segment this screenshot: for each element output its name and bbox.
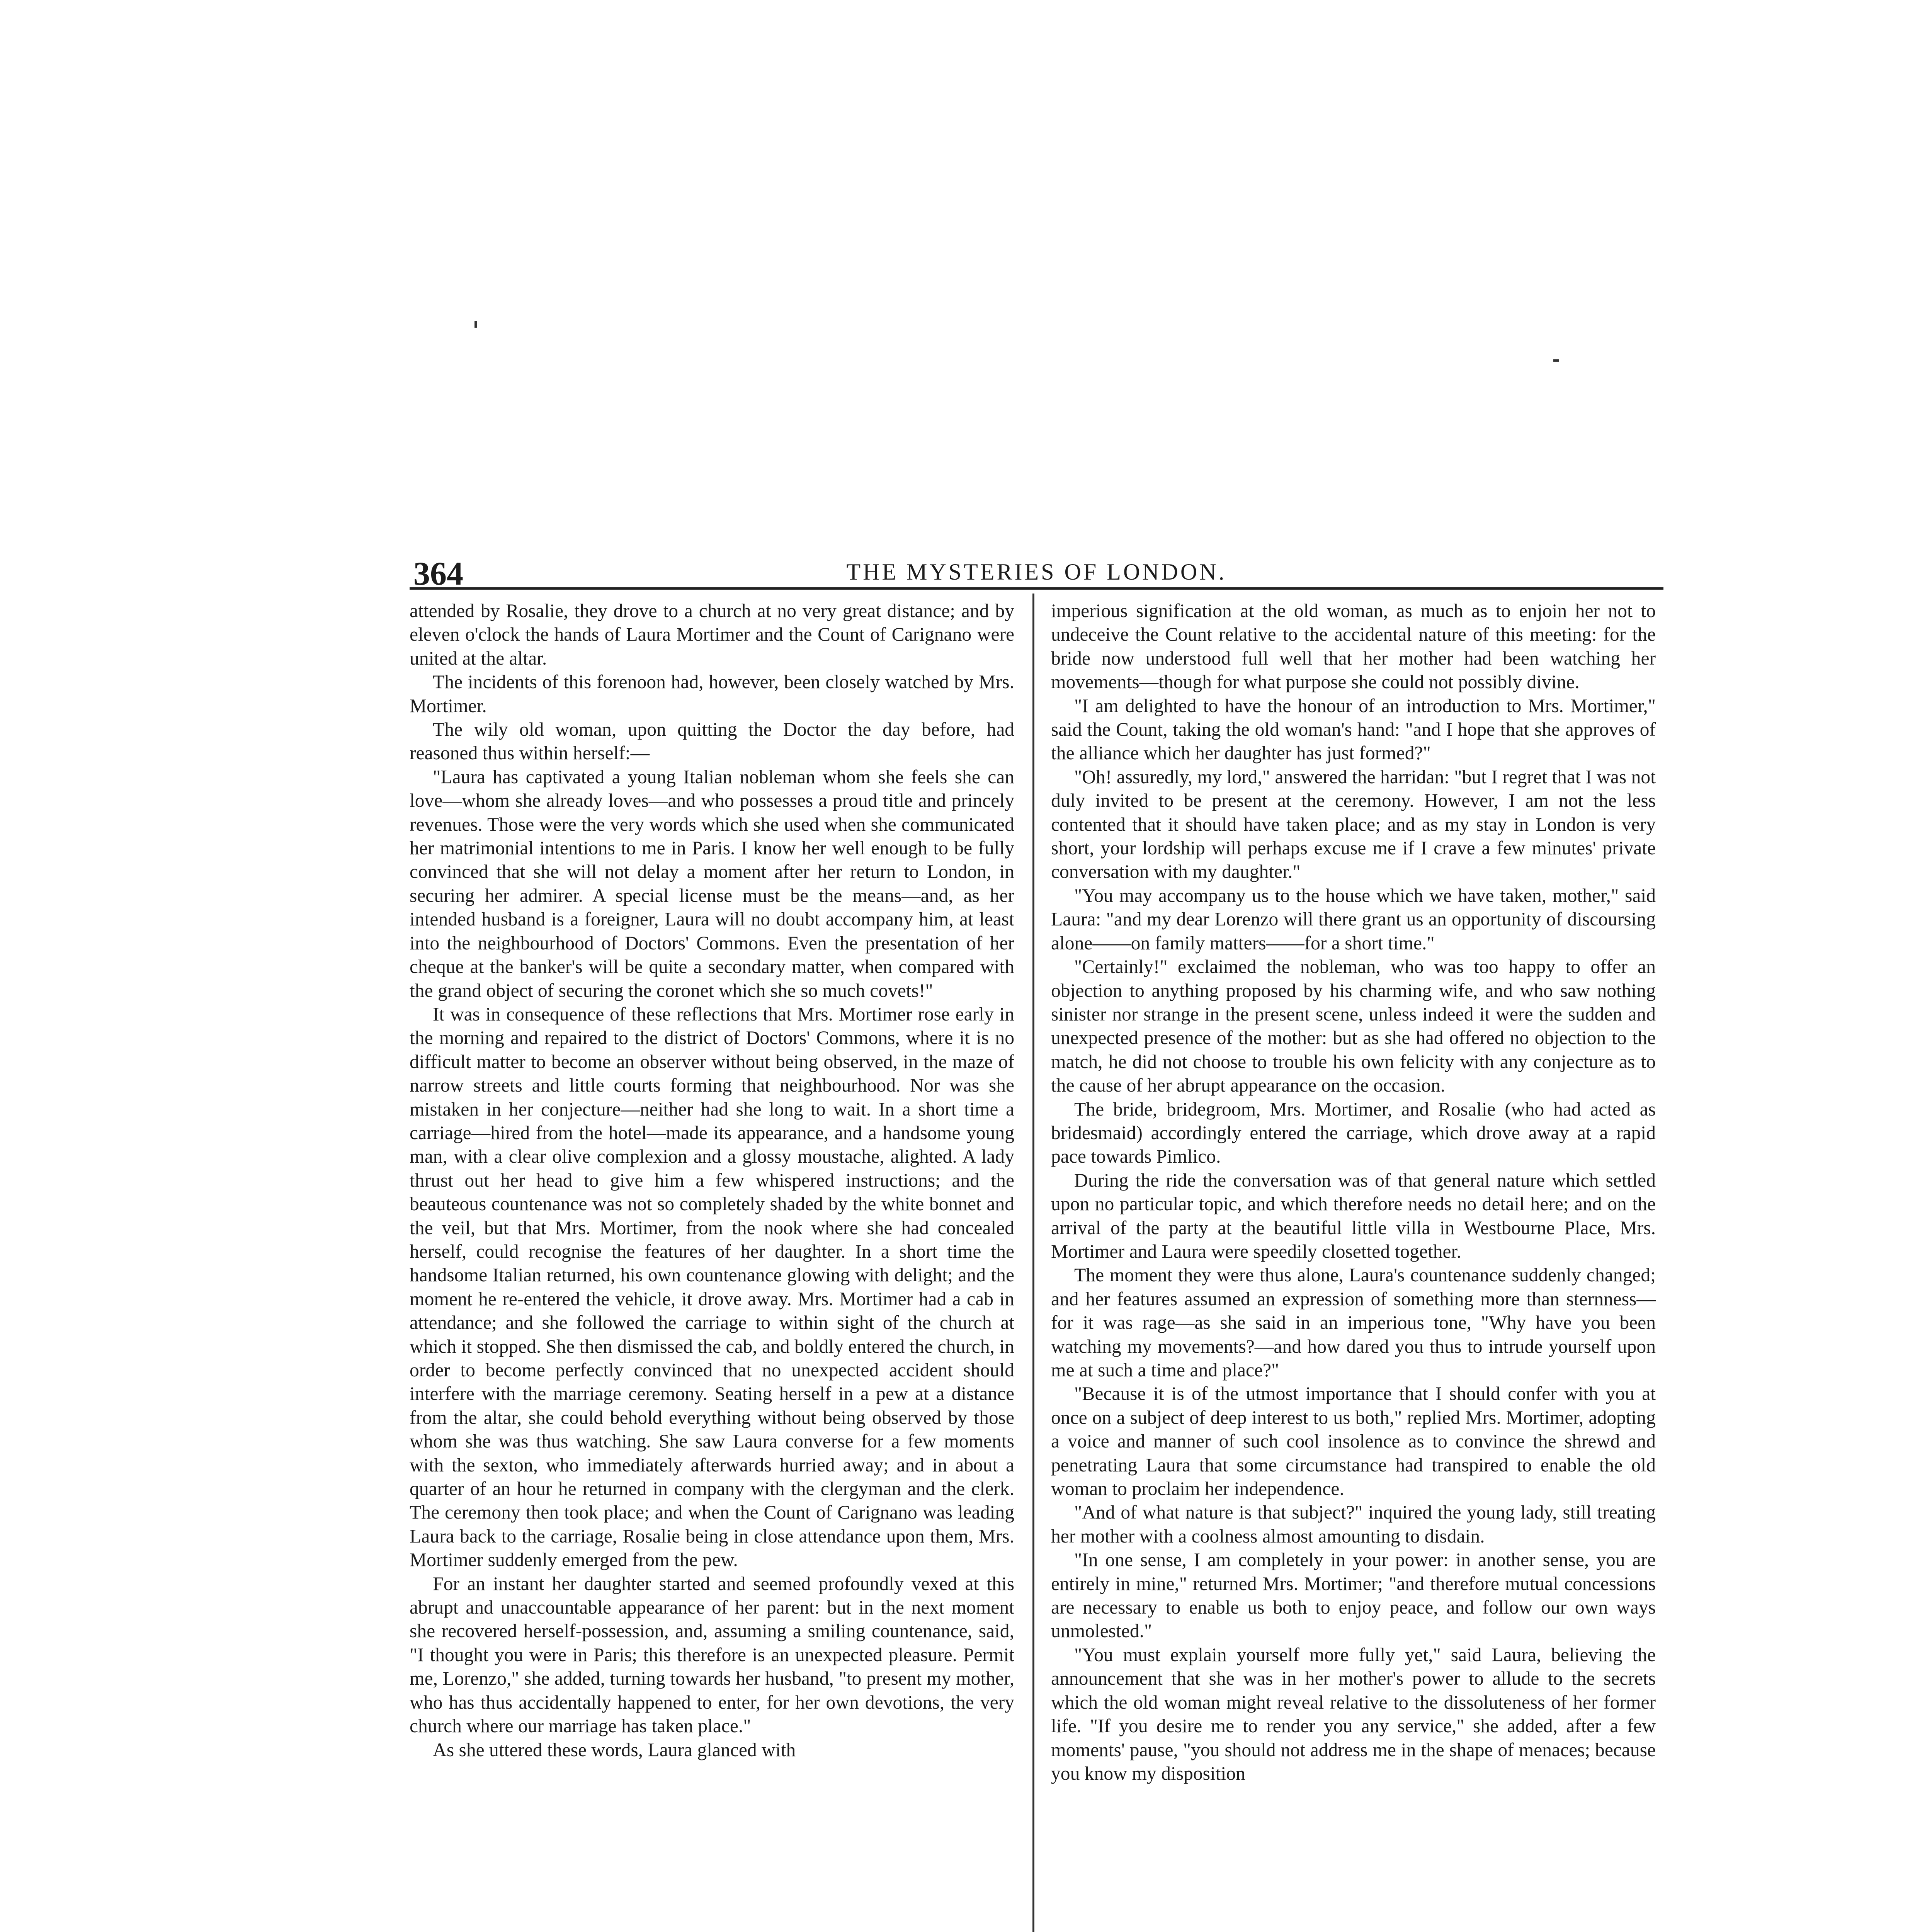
running-title: THE MYSTERIES OF LONDON. bbox=[846, 559, 1227, 585]
paragraph: "You may accompany us to the house which we have taken, mother," said Laura: "and my dear Lorenzo will there grant us an opportunity of discoursing alone——on family matters——for a short time." bbox=[1051, 884, 1656, 954]
paragraph: It was in consequence of these reflections that Mrs. Mortimer rose early in the morning and repaired to the district of Doctors' Commons, where it is no difficult matter to become an observer without being observed, in the maze of narrow streets and little courts forming that neighbourhood. Nor was she mistaken in her conjecture—neither had she long to wait. In a short time a carriage—hired from the hotel—made its appearance, and a handsome young man, with a clear olive complexion and a glossy moustache, alighted. A lady thrust out her head to give him a few whispered instructions; and the beauteous countenance was not so completely shaded by the white bonnet and the veil, but that Mrs. Mortimer, from the nook where she had concealed herself, could recognise the features of her daughter. In a short time the handsome Italian returned, his own countenance glowing with delight; and the moment he re-entered the vehicle, it drove away. Mrs. Mortimer had a cab in attendance; and she followed the carriage to within sight of the church at which it stopped. She then dismissed the cab, and boldly entered the church, in order to become perfectly convinced that no unexpected accident should interfere with the marriage ceremony. Seating herself in a pew at a distance from the altar, she could behold everything without being observed by those whom she was thus watching. She saw Laura converse for a few moments with the sexton, who immediately afterwards hurried away; and in about a quarter of an hour he returned in company with the clergyman and the clerk. The ceremony then took place; and when the Count of Carignano was leading Laura back to the carriage, Rosalie being in close attendance upon them, Mrs. Mortimer suddenly emerged from the pew. bbox=[410, 1003, 1014, 1571]
paragraph: The wily old woman, upon quitting the Doctor the day before, had reasoned thus within herself:— bbox=[410, 719, 1014, 764]
paragraph: "In one sense, I am completely in your power: in another sense, you are entirely in mine," returned Mrs. Mortimer; "and therefore mutual concessions are necessary to enable us both to enjoy peace, and follow our own ways unmolested." bbox=[1051, 1549, 1656, 1642]
paragraph: attended by Rosalie, they drove to a church at no very great distance; and by eleven o'clock the hands of Laura Mortimer and the Count of Carignano were united at the altar. bbox=[410, 600, 1014, 669]
paragraph: "You must explain yourself more fully yet," said Laura, believing the announcement that she was in her mother's power to allude to the secrets which the old woman might reveal relative to the dissoluteness of her former life. "If you desire me to render you any service," she added, after a few moments' pause, "you should not address me in the shape of menaces; because you know my disposition bbox=[1051, 1644, 1656, 1784]
paragraph: During the ride the conversation was of that general nature which settled upon no particular topic, and which therefore needs no detail here; and on the arrival of the party at the beautiful little villa in Westbourne Place, Mrs. Mortimer and Laura were speedily closetted together. bbox=[1051, 1169, 1656, 1262]
paragraph: As she uttered these words, Laura glanced with bbox=[433, 1739, 796, 1760]
column-rule bbox=[1032, 594, 1034, 1932]
paragraph: "Because it is of the utmost importance that I should confer with you at once on a subject of deep interest to us both," replied Mrs. Mortimer, adopting a voice and manner of such cool insolence as to convince the shrewd and penetrating Laura that some circumstance had transpired to enable the old woman to proclaim her independence. bbox=[1051, 1383, 1656, 1500]
paragraph: "And of what nature is that subject?" inquired the young lady, still treating her mother with a coolness almost amounting to disdain. bbox=[1051, 1502, 1656, 1547]
right-column bbox=[1051, 599, 1656, 1932]
page-header bbox=[410, 556, 1663, 590]
page-number: 364 bbox=[413, 555, 463, 592]
stray-mark bbox=[474, 321, 477, 328]
stray-mark bbox=[1553, 359, 1559, 362]
paragraph: "Certainly!" exclaimed the nobleman, who was too happy to offer an objection to anything proposed by his charming wife, and who saw nothing sinister nor strange in the present scene, unless indeed it were the sudden and unexpected presence of the mother: but as she had offered no objection to the match, he did not choose to trouble his own felicity with any conjecture as to the cause of her abrupt appearance on the occasion. bbox=[1051, 956, 1656, 1096]
left-column bbox=[410, 599, 1014, 1932]
paragraph: "Laura has captivated a young Italian nobleman whom she feels she can love—whom she already loves—and who possesses a proud title and princely revenues. Those were the very words which she used when she communicated her matrimonial intentions to me in Paris. I know her well enough to be fully convinced that she will not delay a moment after her return to London, in securing her admirer. A special license must be the means—and, as her intended husband is a foreigner, Laura will no doubt accompany him, at least into the neighbourhood of Doctors' Commons. Even the presentation of her cheque at the banker's will be quite a secondary matter, when compared with the grand object of securing the coronet which she so much covets!" bbox=[410, 766, 1014, 1001]
paragraph: imperious signification at the old woman, as much as to enjoin her not to undeceive the Count relative to the accidental nature of this meeting: for the bride now understood full well that her mother had been watching her movements—though for what purpose she could not possibly divine. bbox=[1051, 600, 1656, 693]
paragraph: "Oh! assuredly, my lord," answered the harridan: "but I regret that I was not duly invited to be present at the ceremony. However, I am not the less contented that it should have taken place; and as my stay in London is very short, your lordship will perhaps excuse me if I crave a few minutes' private conversation with my daughter." bbox=[1051, 766, 1656, 883]
paragraph: The bride, bridegroom, Mrs. Mortimer, and Rosalie (who had acted as bridesmaid) accordingly entered the carriage, which drove away at a rapid pace towards Pimlico. bbox=[1051, 1098, 1656, 1167]
paragraph: The incidents of this forenoon had, however, been closely watched by Mrs. Mortimer. bbox=[410, 671, 1014, 716]
paragraph: The moment they were thus alone, Laura's countenance suddenly changed; and her features assumed an expression of something more than sternness—for it was rage—as she said in an imperious tone, "Why have you been watching my movements?—and how dared you thus to intrude yourself upon me at such a time and place?" bbox=[1051, 1264, 1656, 1381]
paragraph: "I am delighted to have the honour of an introduction to Mrs. Mortimer," said the Count, taking the old woman's hand: "and I hope that she approves of the alliance which her daughter has just formed?" bbox=[1051, 695, 1656, 764]
book-page bbox=[410, 556, 1663, 1932]
paragraph: For an instant her daughter started and seemed profoundly vexed at this abrupt and unaccountable appearance of her parent: but in the next moment she recovered herself-possession, and, assuming a smiling countenance, said, "I thought you were in Paris; this therefore is an unexpected pleasure. Permit me, Lorenzo," she added, turning towards her husband, "to present my mother, who has thus accidentally happened to enter, for her own devotions, the very church where our marriage has taken place." bbox=[410, 1573, 1014, 1737]
